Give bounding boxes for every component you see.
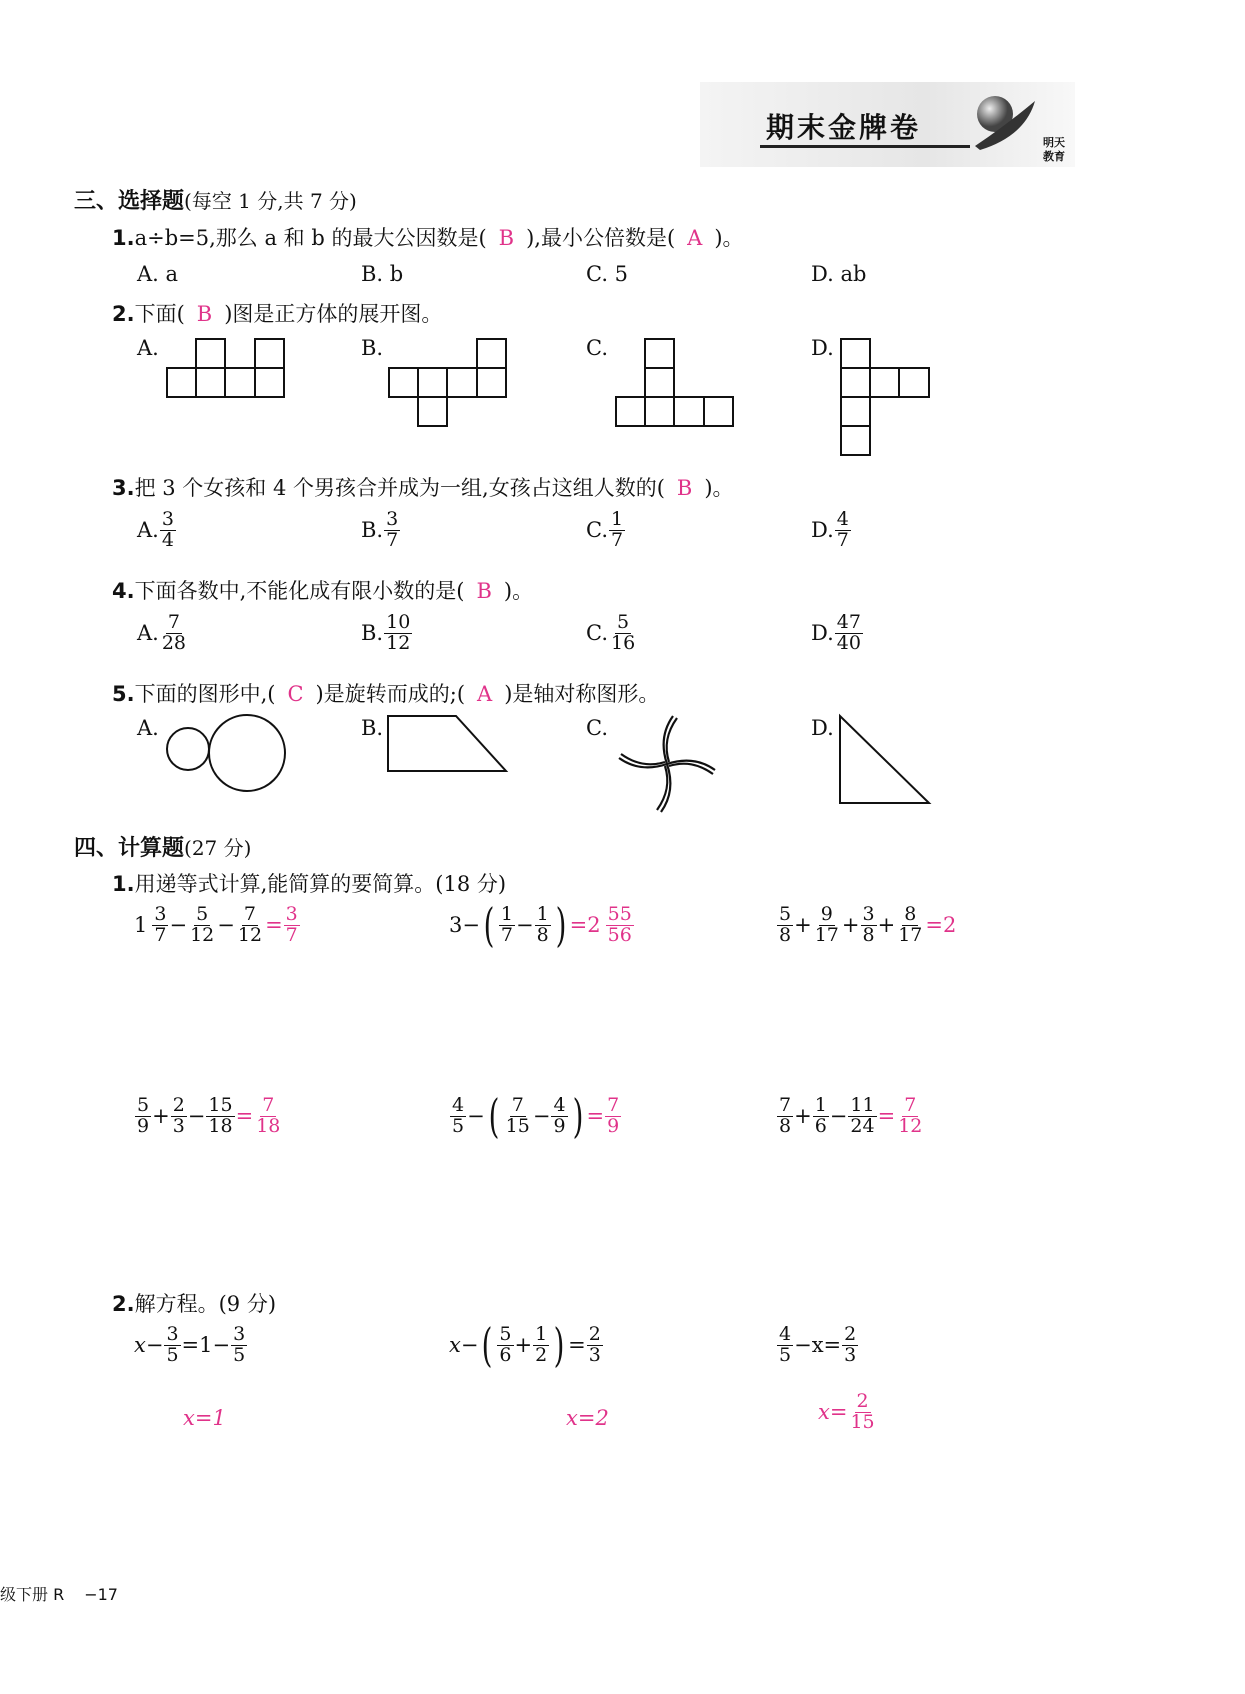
q3-option-d: D. $\frac{4}{7}$ [811,508,849,551]
q4-option-b: B. $\frac{10}{12}$ [361,611,411,654]
calc-expr-6: $\frac{7}{8}$ + $\frac{1}{6}$ − $\frac{11}{24}$ = $\frac{7}{12}$ [779,1094,923,1137]
brand-top: 明天 [1043,136,1065,149]
q4: 4.下面各数中,不能化成有限小数的是( B )。 [112,579,534,603]
calc-answer-4: $\frac{7}{18}$ [256,1094,281,1137]
equation-3-answer: x= $\frac{2}{15}$ [818,1390,875,1433]
globe-logo-icon [965,86,1045,166]
two-circles-shape [164,712,294,796]
q3: 3.把 3 个女孩和 4 个男孩合并成为一组,女孩占这组人数的( B )。 [112,476,734,500]
q3-option-b: B. $\frac{3}{7}$ [361,508,399,551]
q5: 5.下面的图形中,( C )是旋转而成的;( A )是轴对称图形。 [112,682,660,706]
q5-label-a: A. [137,716,159,740]
calc-expr-3: $\frac{5}{8}$ + $\frac{9}{17}$ + $\frac{3}{8}$ + $\frac{8}{17}$ =2 [779,903,957,946]
q2: 2.下面( B )图是正方体的展开图。 [112,302,443,326]
header-banner [700,82,1075,167]
header-title: 期末金牌卷 [766,111,922,144]
footer-text: 级下册 R −17 [0,1585,118,1604]
cube-net-c [615,338,737,430]
answer-q1a: B [498,226,515,250]
equation-1-answer: x=1 [183,1406,226,1430]
calc-answer-2: $\frac{55}{56}$ [607,902,632,946]
equation-2-answer: x=2 [566,1406,609,1430]
s4-q2: 2.解方程。(9 分) [112,1292,277,1316]
page-number: −17 [84,1585,118,1604]
q2-label-c: C. [586,336,608,360]
calc-expr-2: 3− ( $\frac{1}{7}$ − $\frac{1}{8}$ ) =2 $\frac{55}{56}$ [449,898,632,952]
calc-expr-1: 1 $\frac{3}{7}$ − $\frac{5}{12}$ − $\frac{7}{12}$ = $\frac{3}{7}$ [134,903,298,946]
equation-2: x − ( $\frac{5}{6}$ + $\frac{1}{2}$ ) = $\frac{2}{3}$ [449,1318,601,1372]
answer-q3: B [676,476,693,500]
q4-option-c: C. $\frac{5}{16}$ [586,611,636,654]
s4-q1: 1.用递等式计算,能简算的要简算。(18 分) [112,872,507,896]
q1: 1.a÷b=5,那么 a 和 b 的最大公因数是( B ),最小公倍数是( A )。 [112,226,744,250]
q4-option-a: A. $\frac{7}{28}$ [137,611,187,654]
cube-net-d [840,338,934,460]
q5-label-b: B. [361,716,384,740]
brand-bottom: 教育 [1043,150,1065,163]
answer-q4: B [476,579,492,603]
answer-q5b: A [477,682,493,706]
calc-answer-3: =2 [925,913,957,938]
cube-net-a [166,338,288,400]
q2-label-a: A. [137,336,159,360]
equation-3: $\frac{4}{5}$ −x= $\frac{2}{3}$ [779,1323,857,1366]
q1-option-d: D. ab [811,262,867,286]
q4-option-d: D. $\frac{47}{40}$ [811,611,861,654]
q3-option-c: C. $\frac{1}{7}$ [586,508,624,551]
cube-net-b [388,338,510,430]
calc-answer-6: $\frac{7}{12}$ [898,1094,923,1137]
calc-expr-4: $\frac{5}{9}$ + $\frac{2}{3}$ − $\frac{15}{18}$ = $\frac{7}{18}$ [137,1094,281,1137]
q2-label-b: B. [361,336,384,360]
calc-answer-1: $\frac{3}{7}$ [285,903,298,946]
q1-option-c: C. 5 [586,262,629,286]
pinwheel-shape [612,712,722,816]
q5-label-c: C. [586,716,608,740]
q5-label-d: D. [811,716,834,740]
q3-option-a: A. $\frac{3}{4}$ [137,508,174,551]
right-triangle-shape [838,714,934,806]
section3-title: 三、选择题(每空 1 分,共 7 分) [74,189,357,214]
answer-q1b: A [687,226,703,250]
section4-title: 四、计算题(27 分) [74,836,252,861]
calc-answer-5: $\frac{7}{9}$ [607,1093,620,1137]
header-underline [760,145,970,148]
calc-expr-5: $\frac{4}{5}$ − ( $\frac{7}{15}$ − $\frac{4}{9}$ ) = $\frac{7}{9}$ [452,1089,620,1143]
answer-q5a: C [287,682,304,706]
q1-option-b: B. b [361,262,404,286]
answer-q2: B [196,302,213,326]
equation-1: x − $\frac{3}{5}$ =1− $\frac{3}{5}$ [134,1323,246,1366]
q1-option-a: A. a [137,262,179,286]
trapezoid-shape [386,714,510,776]
q2-label-d: D. [811,336,834,360]
